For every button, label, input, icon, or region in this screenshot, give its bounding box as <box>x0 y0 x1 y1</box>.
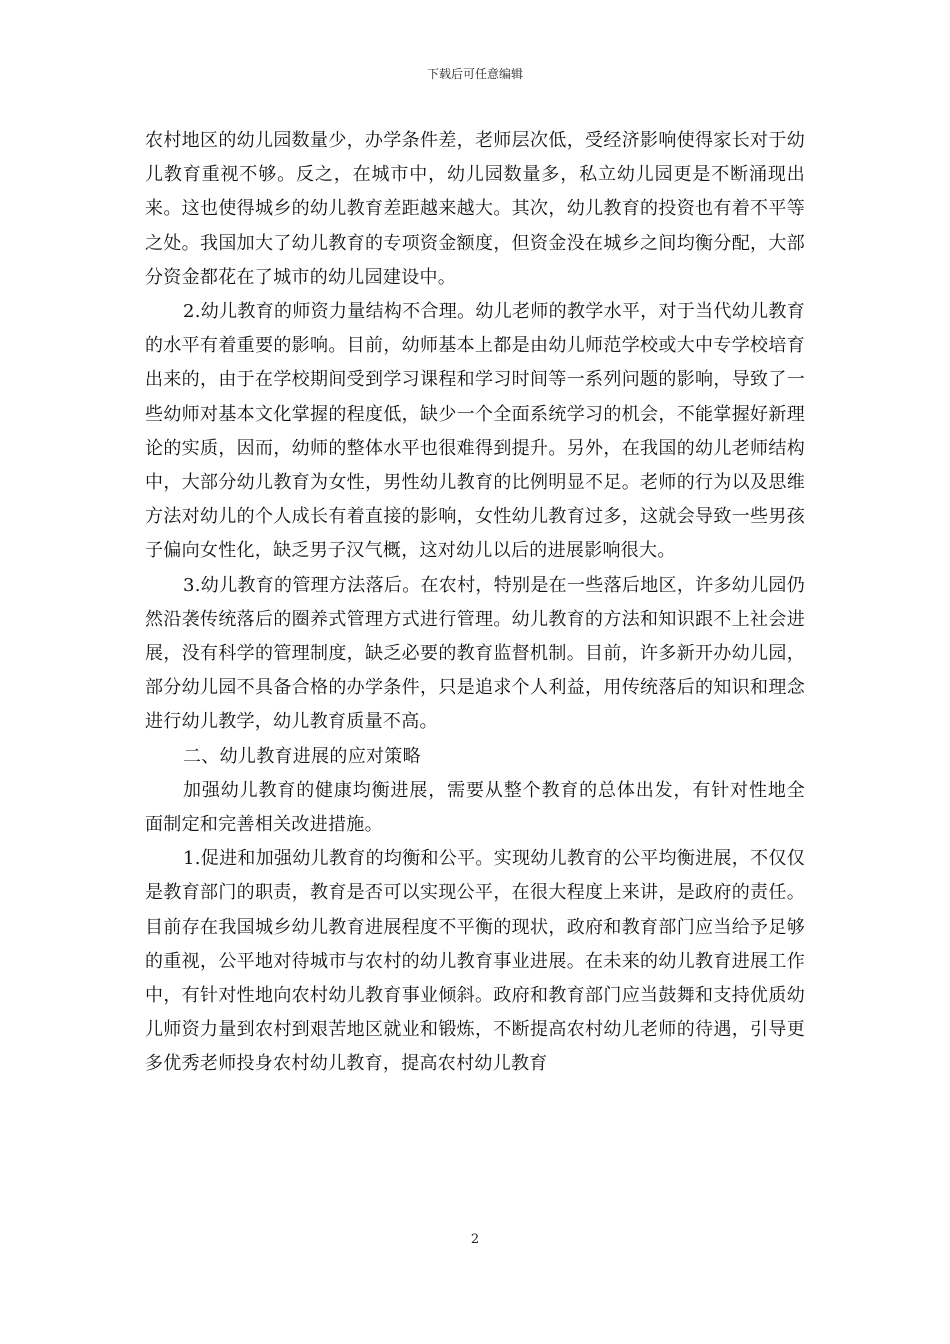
paragraph-management-methods: 3.幼儿教育的管理方法落后。在农村，特别是在一些落后地区，许多幼儿园仍然沿袭传统落后的圈养式管理方式进行管理。幼儿教育的方法和知识跟不上社会进展，没有科学的管理制度，缺乏必要的教育监督机制。目前，许多新开办幼儿园，部分幼儿园不具备合格的办学条件，只是追求个人利益，用传统落后的知识和理念进行幼儿教学，幼儿教育质量不高。 <box>145 574 805 733</box>
body-text <box>145 124 805 1082</box>
paragraph-continuation: 农村地区的幼儿园数量少，办学条件差，老师层次低，受经济影响使得家长对于幼儿教育重视不够。反之，在城市中，幼儿园数量多，私立幼儿园更是不断涌现出来。这也使得城乡的幼儿教育差距越来越大。其次，幼儿教育的投资也有着不平等之处。我国加大了幼儿教育的专项资金额度，但资金没在城乡之间均衡分配，大部分资金都花在了城市的幼儿园建设中。 <box>145 130 805 288</box>
section-heading-strategies: 二、幼儿教育进展的应对策略 <box>183 745 421 767</box>
paragraph-teacher-structure: 2.幼儿教育的师资力量结构不合理。幼儿老师的教学水平，对于当代幼儿教育的水平有着重要的影响。目前，幼师基本上都是由幼儿师范学校或大中专学校培育出来的，由于在学校期间受到学习课程和学习时间等一系列问题的影响，导致了一些幼师对基本文化掌握的程度低，缺少一个全面系统学习的机会，不能掌握好新理论的实质，因而，幼师的整体水平也很难得到提升。另外，在我国的幼儿老师结构中，大部分幼儿教育为女性，男性幼儿教育的比例明显不足。老师的行为以及思维方法对幼儿的个人成长有着直接的影响，女性幼儿教育过多，这就会导致一些男孩子偏向女性化，缺乏男子汉气概，这对幼儿以后的进展影响很大。 <box>145 301 805 562</box>
paragraph-balance-fairness: 1.促进和加强幼儿教育的均衡和公平。实现幼儿教育的公平均衡进展，不仅仅是教育部门的职责，教育是否可以实现公平，在很大程度上来讲，是政府的责任。目前存在我国城乡幼儿教育进展程度不平衡的现状，政府和教育部门应当给予足够的重视，公平地对待城市与农村的幼儿教育事业进展。在未来的幼儿教育进展工作中，有针对性地向农村幼儿教育事业倾斜。政府和教育部门应当鼓舞和支持优质幼儿师资力量到农村到艰苦地区就业和锻炼，不断提高农村幼儿老师的待遇，引导更多优秀老师投身农村幼儿教育，提高农村幼儿教育 <box>145 848 805 1075</box>
page-header: 下载后可任意编辑 <box>426 67 523 81</box>
page-number: 2 <box>470 1232 480 1247</box>
paragraph-strategies-intro: 加强幼儿教育的健康均衡进展，需要从整个教育的总体出发，有针对性地全面制定和完善相关改进措施。 <box>145 779 805 836</box>
